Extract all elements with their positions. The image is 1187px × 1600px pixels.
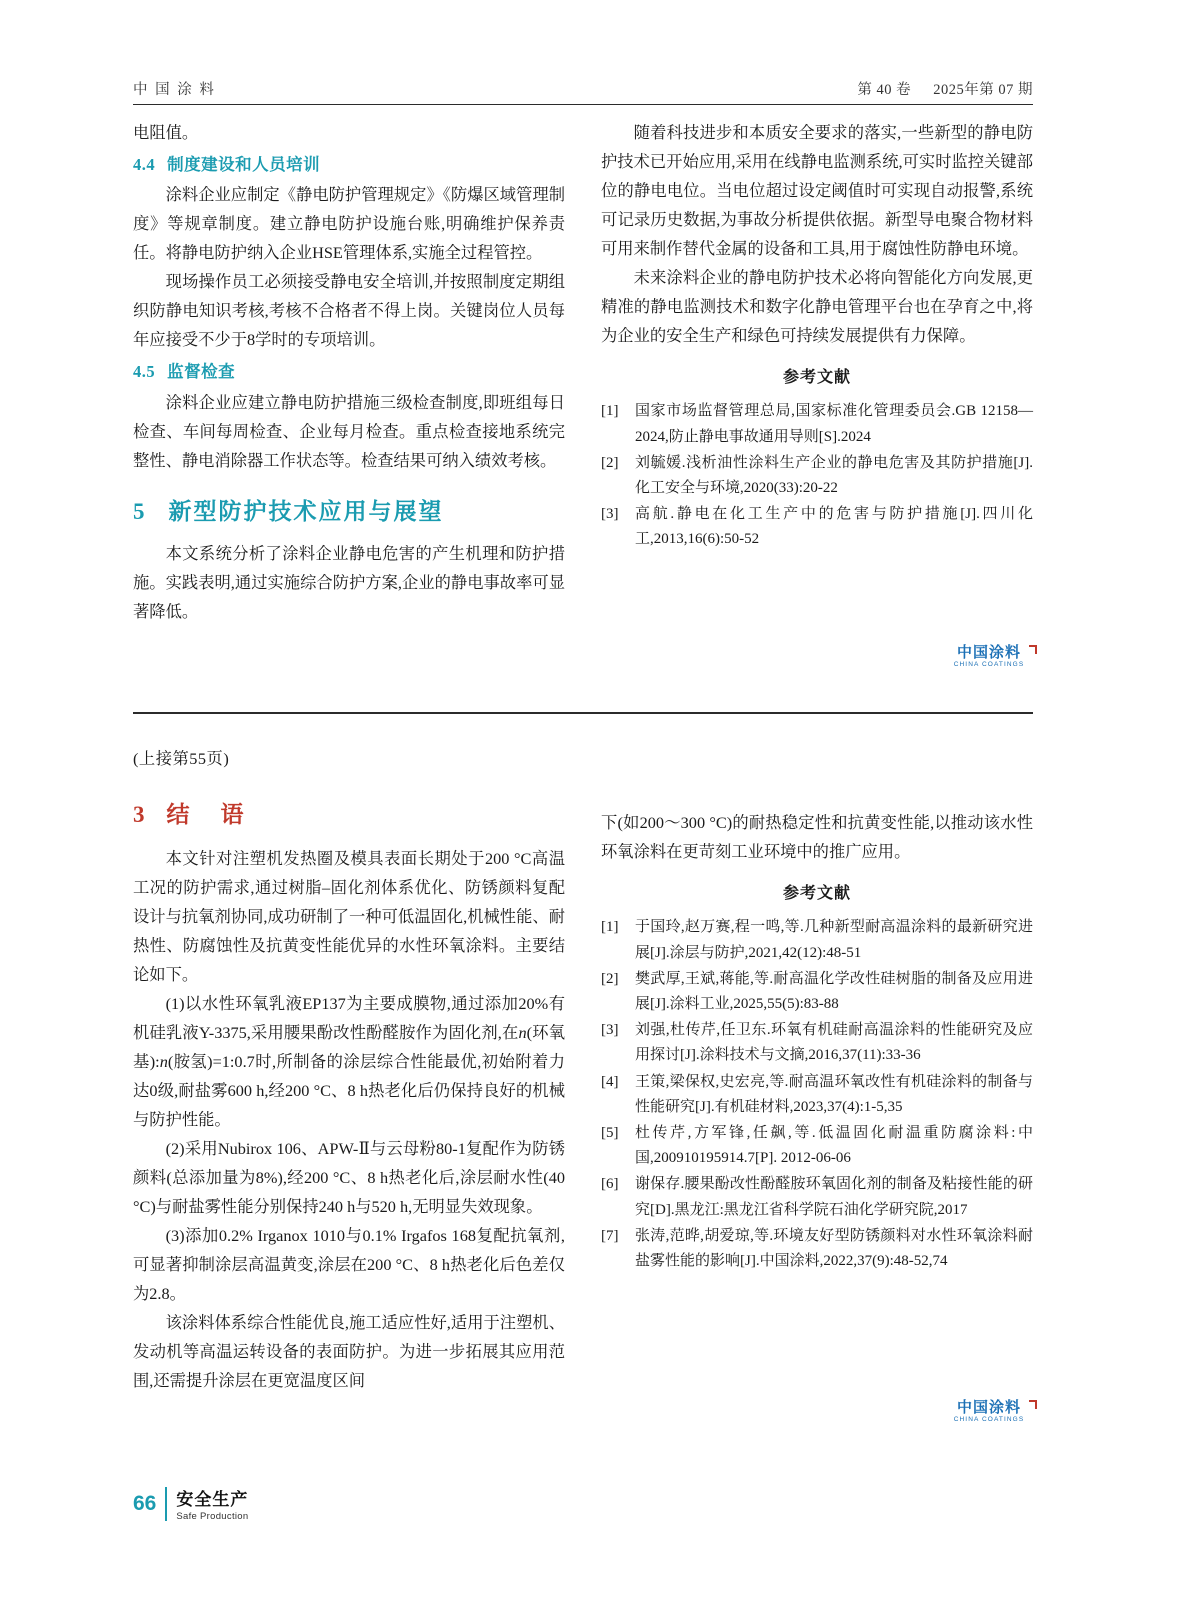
footer-divider [165,1487,167,1521]
reference-tag: [5] [601,1124,619,1141]
reference-text: 刘强,杜传芹,任卫东.环氧有机硅耐高温涂料的性能研究及应用探讨[J].涂料技术与文摘,2016,37(11):33-36 [635,1022,1033,1064]
china-coatings-logo [945,645,1033,669]
heading-3-number: 3 [133,802,145,827]
reference-item [601,502,1033,552]
china-coatings-logo [945,1400,1033,1424]
paragraph-4-5-1: 涂料企业应建立静电防护措施三级检查制度,即班组每日检查、车间每周检查、企业每月检查。重点检查接地系统完整性、静电消除器工作状态等。检查结果可纳入绩效考核。 [133,392,565,470]
carryover-text: 电阻值。 [133,123,199,142]
heading-4-5-number: 4.5 [133,362,156,382]
reference-tag: [2] [601,454,619,471]
top-right-paragraph-2: 未来涂料企业的静电防护技术必将向智能化方向发展,更精准的静电监测技术和数字化静电管理平台也在孕育之中,将为企业的安全生产和绿色可持续发展提供有力保障。 [601,268,1033,345]
reference-item [601,967,1033,1017]
continued-from-note: (上接第55页) [133,749,230,768]
reference-text: 高航.静电在化工生产中的危害与防护措施[J].四川化工,2013,16(6):50-52 [635,506,1033,548]
paragraph-4-4-1: 涂料企业应制定《静电防护管理规定》《防爆区域管理制度》等规章制度。建立静电防护设施台账,明确维护保养责任。将静电防护纳入企业HSE管理体系,实施全过程管控。 [133,185,565,263]
top-article-right-column [601,118,1033,554]
paragraph-4-4-2: 现场操作员工必须接受静电安全培训,并按照制度定期组织防静电知识考核,考核不合格者不得上岗。关键岗位人员每年应接受不少于8学时的专项培训。 [133,272,565,350]
conclusion-1-part-a: (1)以水性环氧乳液EP137为主要成膜物,通过添加20%有机硅乳液Y-3375,采用腰果酚改性酚醛胺作为固化剂,在 [133,993,565,1042]
heading-4-5-title: 监督检查 [167,362,236,382]
heading-5-number: 5 [133,498,147,524]
bottom-paragraph-final: 该涂料体系综合性能优良,施工适应性好,适用于注塑机、发动机等高温运转设备的表面防护。为进一步拓展其应用范围,还需提升涂层在更宽温度区间 [133,1312,565,1390]
header-divider [133,104,1033,105]
paragraph-5-1: 本文系统分析了涂料企业静电危害的产生机理和防护措施。实践表明,通过实施综合防护方案,企业的静电事故率可显著降低。 [133,543,565,621]
bottom-conclusion-2: (2)采用Nubirox 106、APW-Ⅱ与云母粉80-1复配作为防锈颜料(总添加量为8%),经200 °C、8 h热老化后,涂层耐水性(40 °C)与耐盐雾性能分别保持240 h与520 h,无明显失效现象。 [133,1138,565,1216]
top-references-title: 参考文献 [782,369,851,386]
conclusion-1-italic-n1: n [518,1022,527,1042]
bottom-paragraph-1: 本文针对注塑机发热圈及模具表面长期处于200 °C高温工况的防护需求,通过树脂–固化剂体系优化、防锈颜料复配设计与抗氧剂协同,成功研制了一种可低温固化,机械性能、耐热性、防腐蚀性及抗黄变性能优异的水性环氧涂料。主要结论如下。 [133,848,565,984]
heading-3-title: 结 语 [166,802,248,827]
heading-5 [133,492,565,533]
heading-4-5 [133,357,565,386]
reference-item [601,451,1033,501]
reference-text: 谢保存.腰果酚改性酚醛胺环氧固化剂的制备及粘接性能的研究[D].黑龙江:黑龙江省科学院石油化学研究院,2017 [635,1176,1033,1218]
logo-title-en: CHINA COATINGS [953,1415,1025,1423]
header-volume: 第 40 卷 [857,82,912,98]
reference-tag: [4] [601,1073,619,1090]
page-header [133,78,1033,99]
heading-4-4-number: 4.4 [133,155,156,174]
reference-tag: [7] [601,1227,619,1244]
reference-tag: [1] [601,403,619,420]
conclusion-1-part-c: (胺氢)=1:0.7时,所制备的涂层综合性能最优,初始附着力达0级,耐盐雾600 h,经200 °C、8 h热老化后仍保持良好的机械与防护性能。 [133,1051,565,1129]
trademark-tick-icon [1029,645,1037,654]
bottom-references-title: 参考文献 [782,885,851,902]
bottom-conclusion-1 [133,989,565,1134]
header-journal-name: 中 国 涂 料 [133,82,216,98]
bottom-conclusion-3: (3)添加0.2% Irganox 1010与0.1% Irgafos 168复配抗氧剂,可显著抑制涂层高温黄变,涂层在200 °C、8 h热老化后色差仅为2.8。 [133,1225,565,1303]
header-issue: 2025年第 07 期 [933,82,1033,98]
page-number: 66 [133,1491,157,1515]
reference-item [601,1121,1033,1171]
top-right-paragraph-1: 随着科技进步和本质安全要求的落实,一些新型的静电防护技术已开始应用,采用在线静电监测系统,可实时监控关键部位的静电电位。当电位超过设定阈值时可实现自动报警,系统可记录历史数据,为事故分析提供依据。新型导电聚合物材料可用来制作替代金属的设备和工具,用于腐蚀性防静电环境。 [601,123,1033,258]
footer-section-en: Safe Production [176,1511,249,1522]
reference-tag: [2] [601,970,619,987]
reference-item [601,399,1033,449]
conclusion-1-part-b: (环氧基): [133,1022,565,1071]
bottom-right-paragraph-1: 下(如200～300 °C)的耐热稳定性和抗黄变性能,以推动该水性环氧涂料在更苛刻工业环境中的推广应用。 [601,813,1033,861]
reference-text: 于国玲,赵万赛,程一鸣,等.几种新型耐高温涂料的最新研究进展[J].涂层与防护,2021,42(12):48-51 [635,919,1033,961]
heading-4-4 [133,150,565,179]
logo-title-cn: 中国涂料 [956,1399,1021,1416]
bottom-article-left-column [133,795,565,1395]
reference-item [601,1018,1033,1068]
reference-tag: [6] [601,1176,619,1193]
page-footer [133,1485,248,1522]
reference-tag: [3] [601,506,619,523]
reference-text: 杜传芹,方军锋,任飙,等.低温固化耐温重防腐涂料:中国,200910195914.7[P]. 2012-06-06 [635,1124,1033,1167]
logo-title-cn: 中国涂料 [956,644,1021,661]
footer-section-cn: 安全生产 [176,1490,249,1509]
reference-text: 王策,梁保权,史宏亮,等.耐高温环氧改性有机硅涂料的制备与性能研究[J].有机硅材料,2023,37(4):1-5,35 [635,1073,1033,1115]
article-divider [133,712,1033,714]
top-article-left-column [133,118,565,626]
reference-tag: [1] [601,919,619,936]
reference-text: 国家市场监督管理总局,国家标准化管理委员会.GB 12158—2024,防止静电事故通用导则[S].2024 [635,403,1033,445]
logo-title-en: CHINA COATINGS [953,660,1025,668]
reference-item [601,915,1033,965]
heading-4-4-title: 制度建设和人员培训 [167,155,321,174]
reference-tag: [3] [601,1022,619,1039]
heading-5-title: 新型防护技术应用与展望 [168,498,444,524]
conclusion-1-italic-n2: n [159,1051,168,1071]
bottom-article-right-column [601,808,1033,1275]
reference-text: 张涛,范晔,胡爱琼,等.环境友好型防锈颜料对水性环氧涂料耐盐雾性能的影响[J].中国涂料,2022,37(9):48-52,74 [635,1227,1033,1269]
reference-item [601,1224,1033,1274]
reference-item [601,1172,1033,1222]
reference-item [601,1070,1033,1120]
reference-text: 樊武厚,王斌,蒋能,等.耐高温化学改性硅树脂的制备及应用进展[J].涂料工业,2025,55(5):83-88 [635,970,1033,1013]
trademark-tick-icon [1029,1400,1037,1409]
heading-3 [133,795,565,836]
reference-text: 刘毓媛.浅析油性涂料生产企业的静电危害及其防护措施[J].化工安全与环境,2020(33):20-22 [635,454,1033,497]
footer-section [176,1485,248,1522]
header-issue-info [839,78,1033,99]
